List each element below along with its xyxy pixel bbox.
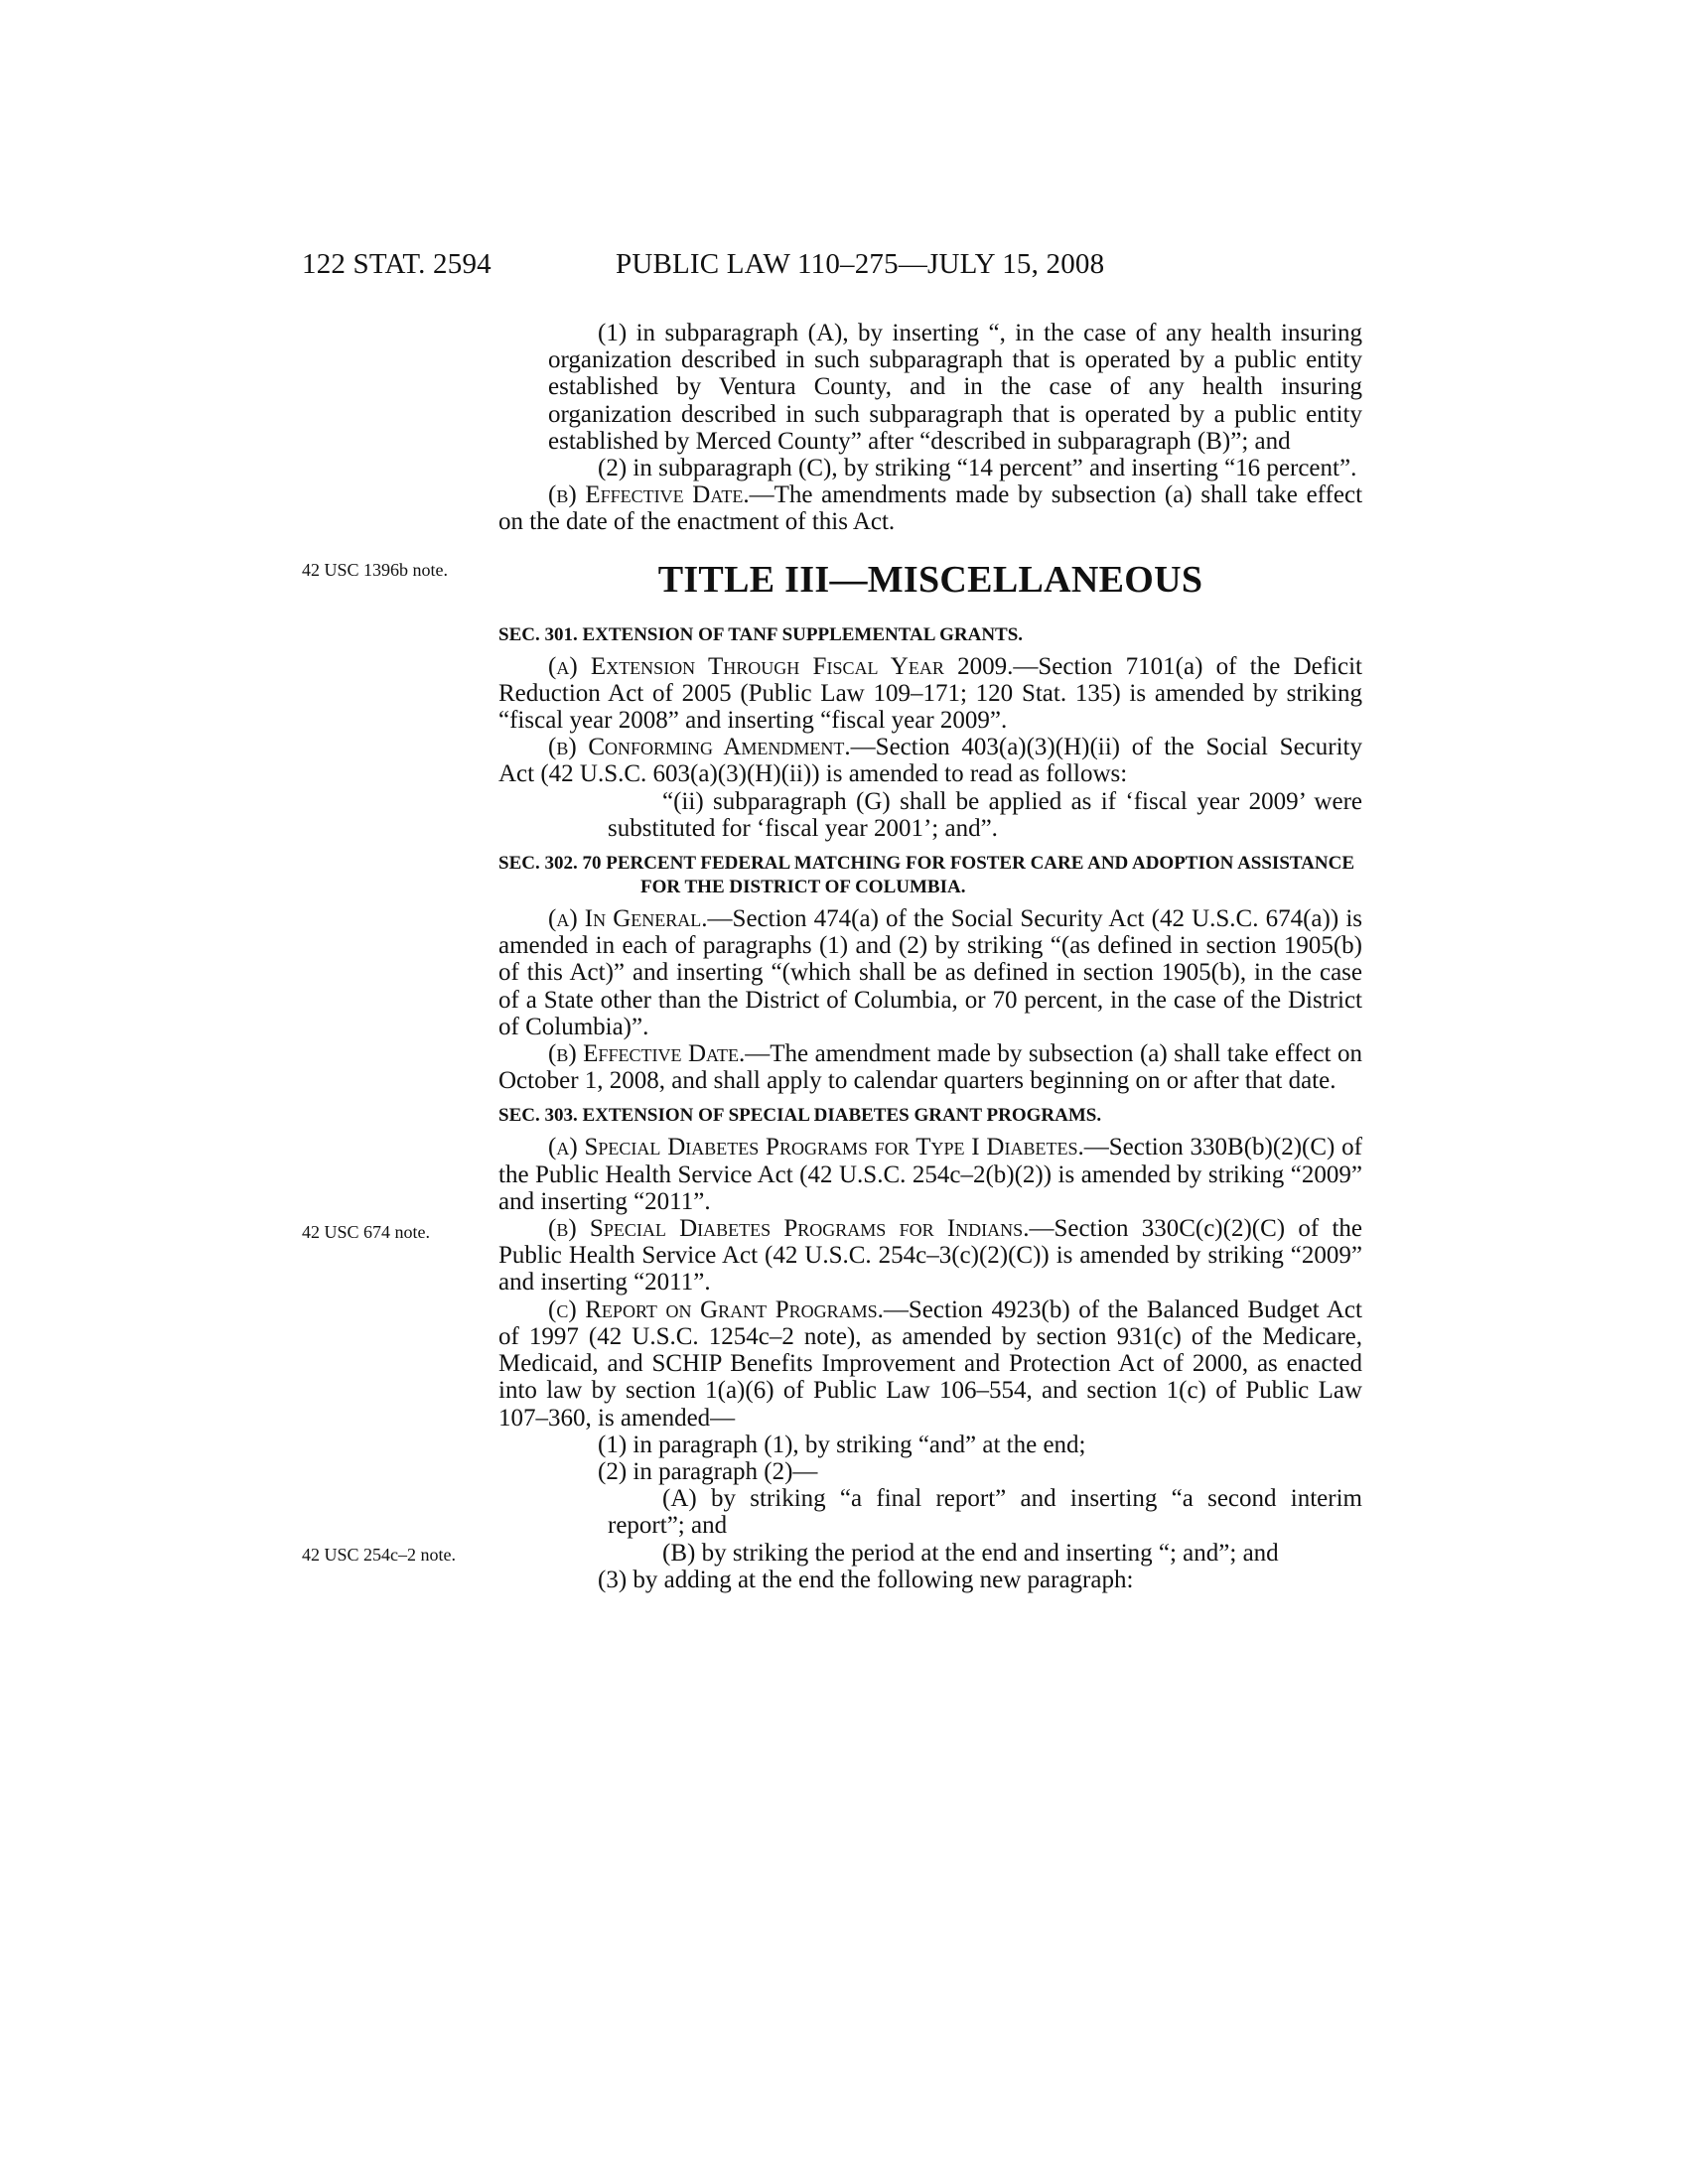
paragraph-heading: (a) Special Diabetes Programs for Type I Diabetes. bbox=[548, 1134, 1084, 1161]
paragraph bbox=[498, 1297, 1362, 1432]
paragraph-heading: (b) Effective Date. bbox=[548, 1040, 746, 1068]
paragraph-heading: (a) Extension Through Fiscal Year 2009. bbox=[548, 652, 1014, 680]
paragraph bbox=[498, 481, 1362, 535]
paragraph: (1) in paragraph (1), by striking “and” at the end; bbox=[598, 1431, 1086, 1458]
paragraph: (2) in paragraph (2)— bbox=[598, 1457, 818, 1485]
stat-page-number: 122 STAT. 2594 bbox=[302, 248, 492, 280]
section-heading-302: SEC. 302. 70 PERCENT FEDERAL MATCHING FOR FOSTER CARE AND ADOPTION ASSISTANCE FOR THE DISTRICT OF COLUMBIA. bbox=[498, 853, 1354, 898]
paragraph: (1) in subparagraph (A), by inserting “, in the case of any health insuring organization described in such subparagraph that is operated by a public entity established by Ventura County, and in the case of any health insuring organization described in such subparagraph that is operated by a public entity established by Merced County” after “described in subparagraph (B)”; and bbox=[548, 320, 1362, 455]
paragraph-heading: (c) Report on Grant Programs. bbox=[548, 1296, 884, 1323]
paragraph-heading: (b) Special Diabetes Programs for Indians. bbox=[548, 1215, 1030, 1243]
paragraph bbox=[498, 1215, 1362, 1297]
main-text-column bbox=[498, 320, 1362, 1593]
margin-note-674: 42 USC 674 note. bbox=[302, 1222, 431, 1242]
margin-note-254c2: 42 USC 254c–2 note. bbox=[302, 1545, 456, 1565]
paragraph-text: —The amendment made by subsection (a) shall take effect on October 1, 2008, and shall apply to calendar quarters beginning on or after that date. bbox=[498, 1040, 1362, 1095]
title-heading: TITLE III—MISCELLANEOUS bbox=[657, 558, 1203, 601]
paragraph bbox=[498, 734, 1362, 787]
paragraph: (3) by adding at the end the following new paragraph: bbox=[598, 1566, 1134, 1593]
paragraph: (B) by striking the period at the end and inserting “; and”; and bbox=[662, 1539, 1279, 1567]
paragraph-text: —Section 330C(c)(2)(C) of the Public Health Service Act (42 U.S.C. 254c–3(c)(2)(C)) is amended by striking “2009” and inserting “2011”. bbox=[498, 1215, 1362, 1297]
paragraph-text: —The amendments made by subsection (a) shall take effect on the date of the enactment of this Act. bbox=[498, 481, 1363, 536]
paragraph: (A) by striking “a final report” and inserting “a second interim report”; and bbox=[608, 1485, 1362, 1540]
paragraph bbox=[498, 1134, 1362, 1215]
paragraph-text: —Section 7101(a) of the Deficit Reduction Act of 2005 (Public Law 109–171; 120 Stat. 135) is amended by striking “fiscal year 2008” and inserting “fiscal year 2009”. bbox=[498, 652, 1362, 735]
paragraph-heading: (b) Effective Date. bbox=[548, 481, 750, 509]
paragraph bbox=[498, 1040, 1362, 1094]
paragraph-text: —Section 4923(b) of the Balanced Budget Act of 1997 (42 U.S.C. 1254c–2 note), as amended by section 931(c) of the Medicare, Medicaid, and SCHIP Benefits Improvement and Protection Act of 2000, as enacted into law by section 1(a)(6) of Public Law 106–554, and section 1(c) of Public Law 107–360, is amended— bbox=[498, 1296, 1362, 1432]
paragraph-heading: (a) In General. bbox=[548, 905, 708, 933]
paragraph-text: —Section 330B(b)(2)(C) of the Public Health Service Act (42 U.S.C. 254c–2(b)(2)) is amended by striking “2009” and inserting “2011”. bbox=[498, 1134, 1362, 1215]
paragraph bbox=[498, 905, 1362, 1040]
section-heading-303: SEC. 303. EXTENSION OF SPECIAL DIABETES GRANT PROGRAMS. bbox=[498, 1105, 1102, 1127]
paragraph-heading: (b) Conforming Amendment. bbox=[548, 734, 851, 761]
paragraph-text: —Section 474(a) of the Social Security Act (42 U.S.C. 674(a)) is amended in each of paragraphs (1) and (2) by striking “(as defined in section 1905(b) of this Act)” and inserting “(which shall be as defined in section 1905(b), in the case of a State other than the District of Columbia, or 70 percent, in the case of the District of Columbia)”. bbox=[498, 905, 1362, 1040]
running-header: PUBLIC LAW 110–275—JULY 15, 2008 bbox=[616, 248, 1105, 280]
paragraph-text: —Section 403(a)(3)(H)(ii) of the Social Security Act (42 U.S.C. 603(a)(3)(H)(ii)) is amended to read as follows: bbox=[498, 734, 1362, 788]
quoted-text: “(ii) subparagraph (G) shall be applied as if ‘fiscal year 2009’ were substituted for ‘fiscal year 2001’; and”. bbox=[608, 787, 1362, 842]
section-heading-301: SEC. 301. EXTENSION OF TANF SUPPLEMENTAL GRANTS. bbox=[498, 623, 1024, 645]
paragraph bbox=[498, 653, 1362, 735]
paragraph: (2) in subparagraph (C), by striking “14 percent” and inserting “16 percent”. bbox=[598, 455, 1357, 482]
margin-note-1396b: 42 USC 1396b note. bbox=[302, 560, 449, 580]
